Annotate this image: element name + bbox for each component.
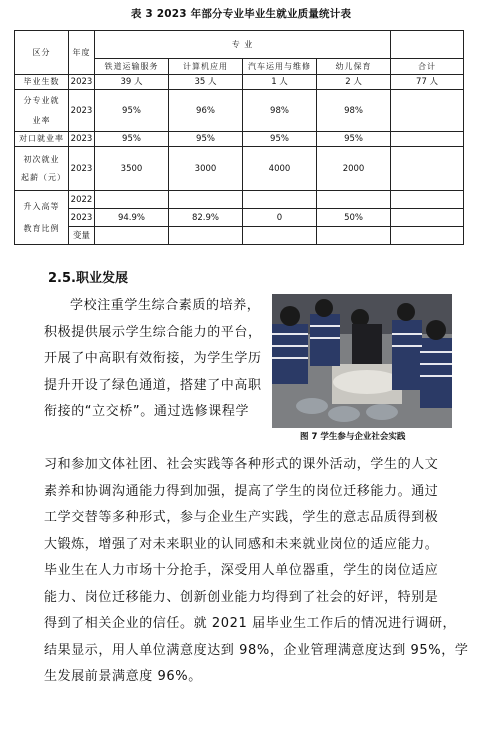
row-year: 2023 bbox=[69, 132, 95, 147]
paragraph-line: 习和参加文体社团、社会实践等各种形式的课外活动，学生的人文 bbox=[44, 457, 439, 472]
students-practice-image bbox=[272, 294, 452, 428]
row-label: 升入高等教育比例 bbox=[15, 191, 69, 245]
row-label: 初次就业起薪（元） bbox=[15, 147, 69, 191]
row-year: 变量 bbox=[69, 227, 95, 245]
paragraph-wrapped-cont bbox=[44, 320, 262, 426]
table-cell bbox=[391, 132, 464, 147]
table-cell bbox=[391, 227, 464, 245]
table-cell: 95% bbox=[95, 132, 169, 147]
table-cell: 1 人 bbox=[243, 75, 317, 90]
paragraph-line: 生发展前景满意度 96%。 bbox=[44, 669, 202, 684]
header-area: 区分 bbox=[15, 31, 69, 75]
paragraph-line: 学校注重学生综合素质的培养， bbox=[70, 298, 261, 313]
table-row bbox=[15, 191, 464, 209]
table-cell bbox=[391, 209, 464, 227]
header-major-3: 汽车运用与维修 bbox=[243, 59, 317, 75]
paragraph-line: 积极提供展示学生综合能力的平台， bbox=[44, 324, 262, 340]
paragraph-line: 开展了中高职有效衔接，为学生学历 bbox=[44, 351, 262, 366]
table-cell bbox=[317, 191, 391, 209]
row-year: 2023 bbox=[69, 209, 95, 227]
paragraph-line: 素养和协调沟通能力得到加强，提高了学生的岗位迁移能力。通过 bbox=[44, 483, 439, 499]
section-heading: 2.5.职业发展 bbox=[48, 271, 128, 286]
table-cell bbox=[243, 191, 317, 209]
practice-photo bbox=[272, 294, 452, 428]
paragraph-line: 结果显示，用人单位满意度达到 98%，企业管理满意度达到 95%，学 bbox=[44, 642, 469, 658]
table-cell: 77 人 bbox=[391, 75, 464, 90]
table-cell bbox=[391, 191, 464, 209]
header-major: 专 业 bbox=[95, 31, 391, 59]
table-cell: 2000 bbox=[317, 147, 391, 191]
paragraph-wrapped bbox=[44, 293, 260, 320]
table-cell: 3500 bbox=[95, 147, 169, 191]
row-year: 2023 bbox=[69, 147, 95, 191]
table-cell: 95% bbox=[95, 90, 169, 132]
table-cell: 3000 bbox=[169, 147, 243, 191]
table-cell: 39 人 bbox=[95, 75, 169, 90]
table-cell bbox=[317, 227, 391, 245]
table-cell: 50% bbox=[317, 209, 391, 227]
table-cell bbox=[95, 227, 169, 245]
table-caption: 表 3 2023 年部分专业毕业生就业质量统计表 bbox=[130, 8, 352, 20]
table-row bbox=[15, 90, 464, 132]
table-cell: 35 人 bbox=[169, 75, 243, 90]
table-cell: 96% bbox=[169, 90, 243, 132]
table-cell: 98% bbox=[243, 90, 317, 132]
row-year: 2022 bbox=[69, 191, 95, 209]
table-cell bbox=[169, 227, 243, 245]
header-empty bbox=[391, 31, 464, 59]
table-cell: 94.9% bbox=[95, 209, 169, 227]
table-cell: 95% bbox=[243, 132, 317, 147]
row-label: 分专业就业率 bbox=[15, 90, 69, 132]
table-cell: 95% bbox=[169, 132, 243, 147]
table-row bbox=[15, 75, 464, 90]
paragraph-line: 得到了相关企业的信任。就 2021 届毕业生工作后的情况进行调研， bbox=[44, 616, 457, 631]
table-cell: 95% bbox=[317, 132, 391, 147]
paragraph-full bbox=[44, 452, 468, 691]
table-cell bbox=[243, 227, 317, 245]
row-year: 2023 bbox=[69, 75, 95, 90]
table-cell: 98% bbox=[317, 90, 391, 132]
figure-caption: 图 7 学生参与企业社会实践 bbox=[300, 432, 406, 442]
table-cell bbox=[169, 191, 243, 209]
paragraph-line: 提升开设了绿色通道，搭建了中高职 bbox=[44, 377, 262, 393]
paragraph-line: 工学交替等多种形式，参与企业生产实践，学生的意志品质得到极 bbox=[44, 510, 439, 525]
table-cell: 4000 bbox=[243, 147, 317, 191]
table-cell bbox=[95, 191, 169, 209]
employment-stats-table bbox=[14, 30, 464, 245]
table-row bbox=[15, 209, 464, 227]
row-label: 毕业生数 bbox=[15, 75, 69, 90]
header-total: 合计 bbox=[391, 59, 464, 75]
row-year: 2023 bbox=[69, 90, 95, 132]
header-major-2: 计算机应用 bbox=[169, 59, 243, 75]
header-year: 年度 bbox=[69, 31, 95, 75]
table-row bbox=[15, 227, 464, 245]
paragraph-line: 衔接的“立交桥”。通过选修课程学 bbox=[44, 404, 250, 419]
paragraph-line: 大锻炼，增强了对未来职业的认同感和未来就业岗位的适应能力。 bbox=[44, 536, 439, 552]
table-cell: 0 bbox=[243, 209, 317, 227]
row-label: 对口就业率 bbox=[15, 132, 69, 147]
paragraph-line: 能力、岗位迁移能力、创新创业能力均得到了社会的好评，特别是 bbox=[44, 589, 439, 605]
paragraph-line: 毕业生在人力市场十分抢手，深受用人单位器重，学生的岗位适应 bbox=[44, 563, 439, 578]
table-cell bbox=[391, 147, 464, 191]
table-row bbox=[15, 132, 464, 147]
table-row bbox=[15, 147, 464, 191]
table-cell: 2 人 bbox=[317, 75, 391, 90]
table-cell: 82.9% bbox=[169, 209, 243, 227]
header-major-1: 铁道运输服务 bbox=[95, 59, 169, 75]
table-cell bbox=[391, 90, 464, 132]
header-major-4: 幼儿保育 bbox=[317, 59, 391, 75]
